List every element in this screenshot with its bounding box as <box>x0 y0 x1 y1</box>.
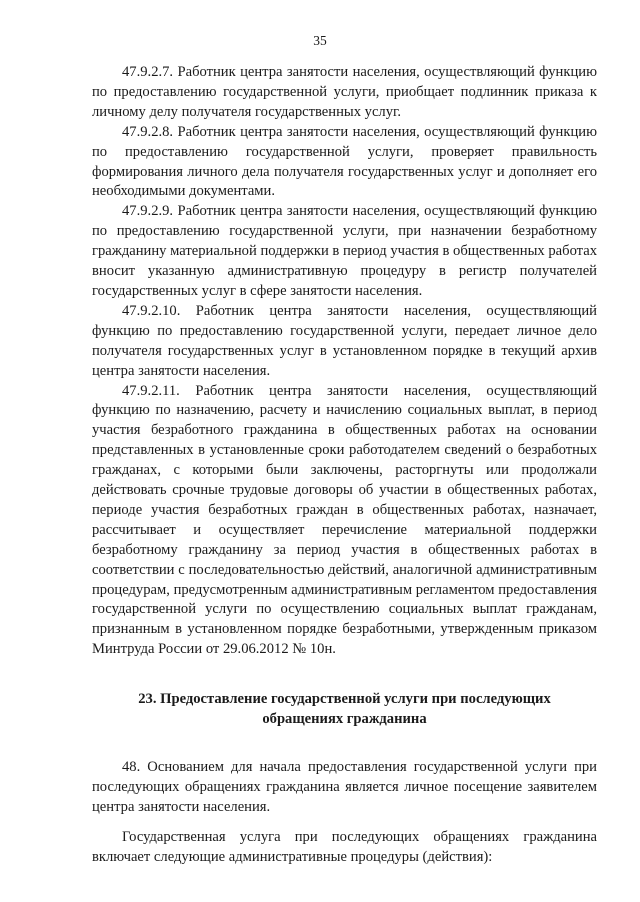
document-body <box>92 63 597 868</box>
section-heading <box>92 690 597 730</box>
paragraph-48: 48. Основанием для начала предоставления государственной услуги при последующих обращениях гражданина является личное посещение заявителем центра занятости населения. <box>92 759 597 815</box>
paragraph-47-9-2-7: 47.9.2.7. Работник центра занятости населения, осуществляющий функцию по предоставлению государственной услуги, приобщает подлинник приказа к личному делу получателя государственных услуг. <box>92 64 597 120</box>
paragraph-47-9-2-8: 47.9.2.8. Работник центра занятости населения, осуществляющий функцию по предоставлению государственной услуги, проверяет правильность формирования личного дела получателя государственных услуг и дополняет его необходимыми документами. <box>92 123 597 200</box>
paragraph-procedures-intro: Государственная услуга при последующих обращениях гражданина включает следующие административные процедуры (действия): <box>92 828 597 865</box>
section-heading-line-1: 23. Предоставление государственной услуги при последующих <box>138 691 551 708</box>
page-number: 35 <box>313 33 327 48</box>
paragraph-47-9-2-11: 47.9.2.11. Работник центра занятости населения, осуществляющий функцию по назначению, расчету и начислению социальных выплат, в период участия безработного гражданина в общественных работах на основании представленных в установленные сроки работодателем сведений о безработных гражданах, с которыми были заключены, расторгнуты или продолжали действовать срочные трудовые договоры об участии в общественных работах, периоде участия безработных граждан в общественных работах, назначает, рассчитывает и осуществляет перечисление материальной поддержки безработному гражданину за период участия в общественных работах в соответствии с последовательностью действий, аналогичной административным процедурам, предусмотренным административным регламентом предоставления государственной услуги по осуществлению социальных выплат гражданам, признанным в установленном порядке безработными, утвержденным приказом Минтруда России от 29.06.2012 № 10н. <box>92 382 597 658</box>
paragraph-47-9-2-10: 47.9.2.10. Работник центра занятости населения, осуществляющий функцию по предоставлению государственной услуги, передает личное дело получателя государственных услуг в установленном порядке в текущий архив центра занятости населения. <box>92 302 597 379</box>
paragraph-47-9-2-9: 47.9.2.9. Работник центра занятости населения, осуществляющий функцию по предоставлению государственной услуги, при назначении безработному гражданину материальной поддержки в период участия в общественных работах вносит указанную административную процедуру в регистр получателей государственных услуг в сфере занятости населения. <box>92 203 597 299</box>
section-heading-line-2: обращениях гражданина <box>262 711 427 728</box>
